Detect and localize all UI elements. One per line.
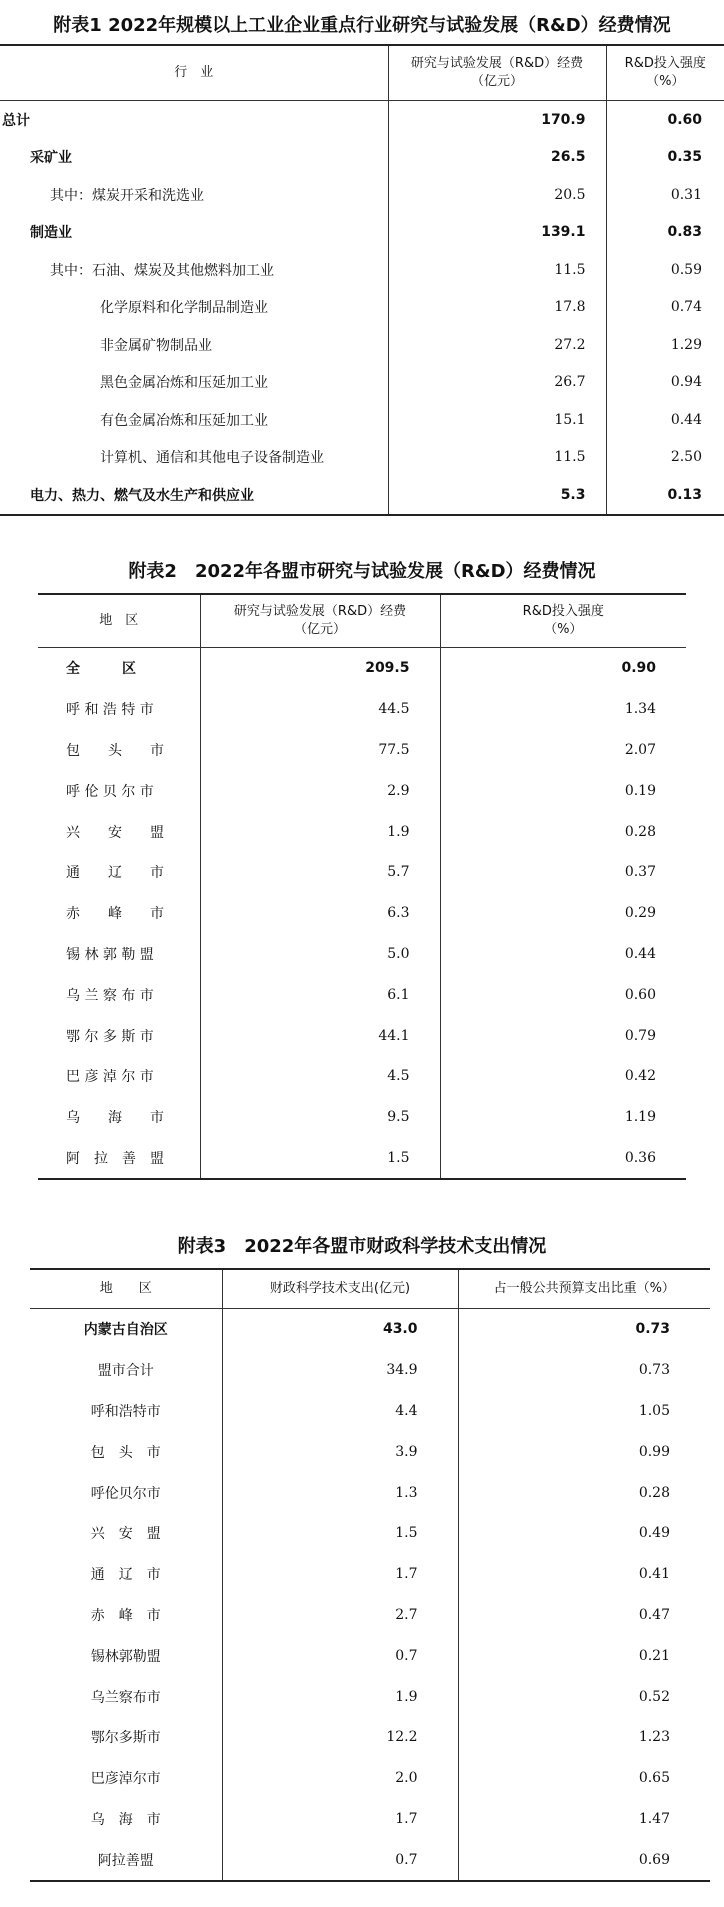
intensity-value: 0.36	[440, 1138, 686, 1180]
share-value: 0.65	[458, 1758, 710, 1799]
table1-header-intensity: R&D投入强度 （%）	[606, 45, 724, 101]
table-row	[38, 770, 686, 811]
industry-label: 黑色金属冶炼和压延加工业	[100, 375, 268, 392]
intensity-value: 0.28	[440, 811, 686, 852]
table2	[38, 593, 686, 1180]
region-label: 兴 安 盟	[90, 1526, 161, 1543]
table-row	[38, 730, 686, 771]
intensity-value: 1.34	[440, 689, 686, 730]
expenditure-value: 4.4	[222, 1391, 458, 1432]
industry-label: 总计	[2, 112, 30, 129]
intensity-value: 1.19	[440, 1097, 686, 1138]
region-label: 通 辽 市	[90, 1567, 161, 1584]
expenditure-value: 0.7	[222, 1635, 458, 1676]
region-label: 包 头 市	[66, 742, 164, 759]
region-label: 阿拉善盟	[97, 1852, 154, 1869]
expenditure-value: 17.8	[388, 289, 606, 327]
table-row	[0, 251, 724, 289]
table-row	[38, 1015, 686, 1056]
region-label: 锡林郭勒盟	[90, 1648, 161, 1665]
industry-label: 化学原料和化学制品制造业	[100, 300, 268, 317]
table-row	[30, 1839, 710, 1881]
expenditure-value: 4.5	[200, 1056, 440, 1097]
table-row	[0, 401, 724, 439]
intensity-value: 0.74	[606, 289, 724, 327]
table3-title: 附表3 2022年各盟市财政科学技术支出情况	[177, 1236, 547, 1257]
intensity-value: 0.13	[606, 476, 724, 515]
share-value: 0.41	[458, 1554, 710, 1595]
expenditure-value: 5.0	[200, 934, 440, 975]
expenditure-value: 44.1	[200, 1015, 440, 1056]
table2-header-region: 地 区	[38, 594, 200, 648]
expenditure-value: 2.0	[222, 1758, 458, 1799]
table3	[30, 1268, 710, 1882]
region-label: 巴彦淖尔市	[90, 1771, 161, 1788]
region-label: 呼伦贝尔市	[90, 1485, 161, 1502]
table-row	[30, 1554, 710, 1595]
share-value: 1.23	[458, 1717, 710, 1758]
table1-header-expenditure: 研究与试验发展（R&D）经费 （亿元）	[388, 45, 606, 101]
industry-label: 采矿业	[30, 150, 72, 167]
expenditure-value: 1.7	[222, 1554, 458, 1595]
intensity-value: 0.37	[440, 852, 686, 893]
table-row	[38, 1056, 686, 1097]
industry-label: 非金属矿物制品业	[100, 337, 212, 354]
expenditure-value: 20.5	[388, 176, 606, 214]
expenditure-value: 3.9	[222, 1431, 458, 1472]
expenditure-value: 2.9	[200, 770, 440, 811]
table-row	[30, 1676, 710, 1717]
expenditure-value: 1.3	[222, 1472, 458, 1513]
region-label: 巴 彦 淖 尔 市	[66, 1069, 154, 1086]
table-row	[0, 364, 724, 402]
region-label: 乌 海 市	[90, 1811, 161, 1828]
table-row	[0, 476, 724, 515]
region-label: 呼和浩特市	[90, 1403, 161, 1420]
share-value: 0.28	[458, 1472, 710, 1513]
share-value: 0.52	[458, 1676, 710, 1717]
region-label: 乌 海 市	[66, 1110, 164, 1127]
table-row	[38, 689, 686, 730]
intensity-value: 0.60	[440, 974, 686, 1015]
table-row	[0, 101, 724, 139]
table-row	[38, 893, 686, 934]
region-label: 盟市合计	[97, 1363, 154, 1380]
expenditure-value: 26.5	[388, 139, 606, 177]
table-row	[0, 214, 724, 252]
expenditure-value: 1.7	[222, 1799, 458, 1840]
table3-header-region: 地 区	[30, 1269, 222, 1309]
table-row	[30, 1513, 710, 1554]
region-label: 全 区	[66, 661, 136, 678]
table-row	[0, 439, 724, 477]
share-value: 0.73	[458, 1309, 710, 1350]
table-row	[38, 1138, 686, 1180]
expenditure-value: 9.5	[200, 1097, 440, 1138]
share-value: 0.47	[458, 1595, 710, 1636]
intensity-value: 0.59	[606, 251, 724, 289]
expenditure-value: 26.7	[388, 364, 606, 402]
share-value: 0.99	[458, 1431, 710, 1472]
expenditure-value: 11.5	[388, 439, 606, 477]
table-row	[30, 1309, 710, 1350]
table-row	[30, 1472, 710, 1513]
intensity-value: 0.44	[606, 401, 724, 439]
intensity-value: 1.29	[606, 326, 724, 364]
table-row	[38, 974, 686, 1015]
industry-label: 电力、热力、燃气及水生产和供应业	[30, 487, 254, 504]
table-row	[0, 176, 724, 214]
expenditure-value: 77.5	[200, 730, 440, 771]
table-row	[30, 1595, 710, 1636]
table-row	[30, 1391, 710, 1432]
table1	[0, 44, 724, 516]
table-row	[30, 1635, 710, 1676]
table-row	[0, 289, 724, 327]
expenditure-value: 5.7	[200, 852, 440, 893]
expenditure-value: 6.1	[200, 974, 440, 1015]
table-row	[0, 326, 724, 364]
expenditure-value: 5.3	[388, 476, 606, 515]
table3-header-share: 占一般公共预算支出比重（%）	[458, 1269, 710, 1309]
industry-label: 制造业	[30, 225, 72, 242]
table-row	[38, 811, 686, 852]
industry-label: 其中：煤炭开采和洗选业	[50, 187, 204, 204]
table1-header-industry: 行 业	[0, 45, 388, 101]
region-label: 乌兰察布市	[90, 1689, 161, 1706]
share-value: 1.47	[458, 1799, 710, 1840]
intensity-value: 0.19	[440, 770, 686, 811]
share-value: 0.21	[458, 1635, 710, 1676]
region-label: 包 头 市	[90, 1444, 161, 1461]
region-label: 通 辽 市	[66, 865, 164, 882]
table3-header-expenditure: 财政科学技术支出(亿元)	[222, 1269, 458, 1309]
intensity-value: 0.44	[440, 934, 686, 975]
table-row	[30, 1431, 710, 1472]
table1-title: 附表1 2022年规模以上工业企业重点行业研究与试验发展（R&D）经费情况	[53, 15, 671, 36]
region-label: 赤 峰 市	[66, 906, 164, 923]
expenditure-value: 139.1	[388, 214, 606, 252]
table-row	[30, 1758, 710, 1799]
intensity-value: 0.60	[606, 101, 724, 139]
table-row	[30, 1799, 710, 1840]
expenditure-value: 0.7	[222, 1839, 458, 1881]
region-label: 内蒙古自治区	[83, 1322, 168, 1339]
table-row	[38, 934, 686, 975]
expenditure-value: 1.5	[200, 1138, 440, 1180]
table-row	[38, 648, 686, 689]
share-value: 0.49	[458, 1513, 710, 1554]
intensity-value: 2.07	[440, 730, 686, 771]
expenditure-value: 11.5	[388, 251, 606, 289]
region-label: 鄂尔多斯市	[90, 1730, 161, 1747]
intensity-value: 0.79	[440, 1015, 686, 1056]
share-value: 0.73	[458, 1350, 710, 1391]
intensity-value: 0.83	[606, 214, 724, 252]
table-row	[38, 1097, 686, 1138]
expenditure-value: 15.1	[388, 401, 606, 439]
table2-header-expenditure: 研究与试验发展（R&D）经费 （亿元）	[200, 594, 440, 648]
expenditure-value: 170.9	[388, 101, 606, 139]
table2-title: 附表2 2022年各盟市研究与试验发展（R&D）经费情况	[128, 561, 596, 582]
table2-header-intensity: R&D投入强度 （%）	[440, 594, 686, 648]
region-label: 赤 峰 市	[90, 1607, 161, 1624]
table-row	[38, 852, 686, 893]
intensity-value: 0.31	[606, 176, 724, 214]
intensity-value: 2.50	[606, 439, 724, 477]
region-label: 乌 兰 察 布 市	[66, 987, 154, 1004]
region-label: 鄂 尔 多 斯 市	[66, 1028, 154, 1045]
share-value: 0.69	[458, 1839, 710, 1881]
industry-label: 其中：石油、煤炭及其他燃料加工业	[50, 262, 274, 279]
intensity-value: 0.35	[606, 139, 724, 177]
expenditure-value: 27.2	[388, 326, 606, 364]
intensity-value: 0.90	[440, 648, 686, 689]
expenditure-value: 34.9	[222, 1350, 458, 1391]
expenditure-value: 12.2	[222, 1717, 458, 1758]
region-label: 锡 林 郭 勒 盟	[66, 946, 154, 963]
expenditure-value: 2.7	[222, 1595, 458, 1636]
table-row	[0, 139, 724, 177]
expenditure-value: 1.9	[222, 1676, 458, 1717]
expenditure-value: 44.5	[200, 689, 440, 730]
intensity-value: 0.42	[440, 1056, 686, 1097]
expenditure-value: 1.9	[200, 811, 440, 852]
expenditure-value: 6.3	[200, 893, 440, 934]
share-value: 1.05	[458, 1391, 710, 1432]
region-label: 呼 和 浩 特 市	[66, 702, 154, 719]
table-row	[30, 1350, 710, 1391]
region-label: 呼 伦 贝 尔 市	[66, 783, 154, 800]
expenditure-value: 1.5	[222, 1513, 458, 1554]
region-label: 兴 安 盟	[66, 824, 164, 841]
intensity-value: 0.29	[440, 893, 686, 934]
industry-label: 计算机、通信和其他电子设备制造业	[100, 450, 324, 467]
expenditure-value: 43.0	[222, 1309, 458, 1350]
region-label: 阿 拉 善 盟	[66, 1150, 164, 1167]
expenditure-value: 209.5	[200, 648, 440, 689]
table-row	[30, 1717, 710, 1758]
intensity-value: 0.94	[606, 364, 724, 402]
industry-label: 有色金属冶炼和压延加工业	[100, 412, 268, 429]
